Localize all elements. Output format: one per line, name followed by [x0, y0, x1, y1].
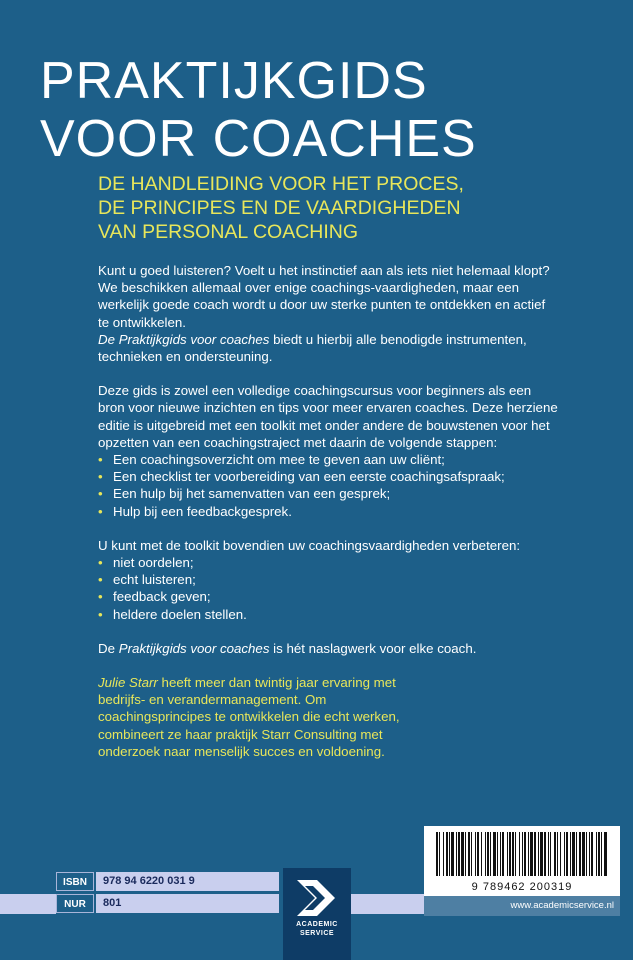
list-item: • Hulp bij een feedbackgesprek. [98, 503, 292, 519]
barcode-bar [582, 832, 585, 876]
title-line-1: PRAKTIJKGIDS [40, 52, 428, 110]
barcode-bar [477, 832, 479, 876]
list-item: • heldere doelen stellen. [98, 606, 247, 622]
barcode-bar [471, 832, 472, 876]
barcode-bar [458, 832, 460, 876]
barcode-bar [487, 832, 489, 876]
barcode-bar [538, 832, 539, 876]
barcode-bar [576, 832, 577, 876]
barcode-bar [524, 832, 526, 876]
closing-paragraph: De Praktijkgids voor coaches is hét naslagwerk voor elke coach. [98, 640, 477, 656]
skills-list [98, 554, 558, 623]
bottom-strip-left [0, 894, 56, 914]
barcode-bar [550, 832, 551, 876]
isbn-block [56, 872, 279, 914]
barcode-bar [456, 832, 457, 876]
barcode-bar [589, 832, 590, 876]
barcode-bar [534, 832, 536, 876]
barcode-bar [519, 832, 520, 876]
barcode-bar [572, 832, 575, 876]
barcode-bars [424, 826, 620, 882]
bullet-icon: • [98, 452, 103, 468]
list-item: • feedback geven; [98, 589, 211, 605]
barcode-bar [530, 832, 533, 876]
barcode-bar [439, 832, 440, 876]
barcode-bar [564, 832, 565, 876]
barcode-bar [509, 832, 511, 876]
barcode-bar [481, 832, 482, 876]
toolkit-paragraph: Deze gids is zowel een volledige coachingscursus voor beginners als een bron voor nieuwe inzichten en tips voor meer ervaren coaches. Deze herziene editie is uitgebreid met een toolkit met onder andere de bouwstenen voor het opzetten van een coachingstraject met daarin de volgende stappen: [98, 383, 558, 450]
barcode-bar [461, 832, 464, 876]
publisher-url: www.academicservice.nl [424, 896, 620, 916]
barcode-bar [604, 832, 607, 876]
list-item: • Een hulp bij het samenvatten van een gesprek; [98, 486, 391, 502]
barcode-bar [566, 832, 568, 876]
skills-paragraph: U kunt met de toolkit bovendien uw coachingsvaardigheden verbeteren: [98, 537, 521, 553]
subtitle-line-1: DE HANDLEIDING VOOR HET PROCES, [98, 173, 464, 195]
isbn-value: 978 94 6220 031 9 [96, 872, 279, 891]
list-item: • Een checklist ter voorbereiding van een eerste coachingsafspraak; [98, 469, 505, 485]
barcode [424, 826, 620, 896]
barcode-bar [528, 832, 529, 876]
barcode-bar [579, 832, 581, 876]
subtitle-line-3: VAN PERSONAL COACHING [98, 221, 359, 243]
barcode-bar [436, 832, 438, 876]
barcode-bar [586, 832, 587, 876]
barcode-bar [596, 832, 597, 876]
steps-list [98, 451, 558, 520]
subtitle-line-2: DE PRINCIPES EN DE VAARDIGHEDEN [98, 197, 461, 219]
barcode-bar [497, 832, 498, 876]
barcode-bar [502, 832, 504, 876]
barcode-bar [540, 832, 543, 876]
bullet-icon: • [98, 572, 103, 588]
barcode-bar [443, 832, 444, 876]
isbn-label: ISBN [56, 872, 94, 891]
barcode-number: 9 789462 200319 [471, 881, 573, 893]
barcode-bar [507, 832, 508, 876]
list-item: • niet oordelen; [98, 555, 194, 571]
nur-value: 801 [96, 894, 279, 913]
chevron-icon [283, 868, 351, 920]
title-line-2: VOOR COACHES [40, 110, 477, 168]
barcode-bar [548, 832, 549, 876]
publisher-name: ACADEMIC SERVICE [296, 921, 338, 937]
barcode-bar [465, 832, 466, 876]
bullet-icon: • [98, 486, 103, 502]
barcode-bar [570, 832, 571, 876]
barcode-bar [591, 832, 593, 876]
book-title [40, 52, 600, 168]
barcode-bar [598, 832, 600, 876]
barcode-bar [522, 832, 523, 876]
nur-label: NUR [56, 894, 94, 913]
back-cover-text [98, 262, 558, 760]
barcode-bar [485, 832, 486, 876]
intro-text: Kunt u goed luisteren? Voelt u het instinctief aan als iets niet helemaal klopt? We beschikken allemaal over enige coachings-vaardigheden, maar een werkelijk goede coach wordt u door uw sterke punten te ontdekken en actief te ontwikkelen. [98, 263, 550, 330]
barcode-bar [500, 832, 501, 876]
isbn-row [56, 872, 279, 891]
barcode-bar [493, 832, 496, 876]
author-name: Julie Starr [98, 675, 158, 691]
intro-book-title: De Praktijkgids voor coaches [98, 331, 270, 347]
bullet-icon: • [98, 606, 103, 622]
author-bio: Julie Starr heeft meer dan twintig jaar ervaring met bedrijfs- en verandermanagement. Om coachingsprincipes te ontwikkelen die echt werken, combineert ze haar praktijk Starr Consulting met onderzoek naar menselijk succes en voldoening. [98, 675, 400, 759]
closing-book-title: Praktijkgids voor coaches [118, 640, 270, 656]
barcode-bar [515, 832, 516, 876]
barcode-bar [468, 832, 470, 876]
barcode-bar [554, 832, 556, 876]
barcode-bar [601, 832, 602, 876]
intro-paragraph [98, 262, 558, 365]
bullet-icon: • [98, 555, 103, 571]
nur-row [56, 894, 279, 913]
barcode-bar [544, 832, 546, 876]
barcode-bar [451, 832, 454, 876]
barcode-bar [560, 832, 561, 876]
bullet-icon: • [98, 503, 103, 519]
list-item: • Een coachingsoverzicht om mee te geven aan uw cliënt; [98, 452, 445, 468]
list-item: • echt luisteren; [98, 572, 196, 588]
barcode-bar [512, 832, 514, 876]
publisher-logo [283, 868, 351, 960]
barcode-bar [475, 832, 476, 876]
bullet-icon: • [98, 469, 103, 485]
barcode-bar [490, 832, 491, 876]
barcode-bar [449, 832, 450, 876]
bottom-strip-right [351, 894, 424, 914]
book-subtitle [98, 172, 618, 244]
intro-text-2: biedt u hierbij alle benodigde instrumenten, technieken en ondersteuning. [98, 331, 527, 365]
bullet-icon: • [98, 589, 103, 605]
barcode-bar [557, 832, 558, 876]
barcode-bar [446, 832, 448, 876]
